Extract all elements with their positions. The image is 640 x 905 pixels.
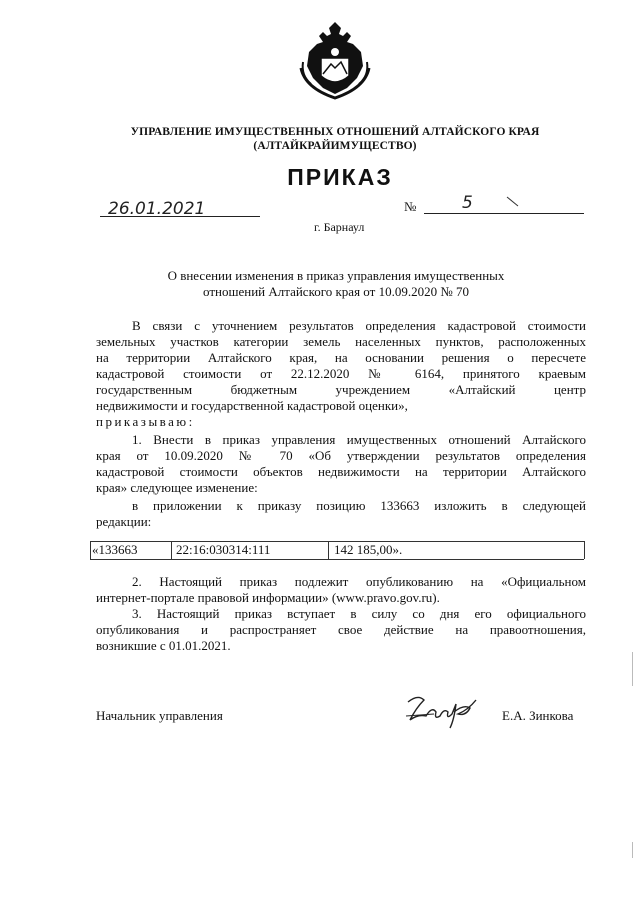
item-1-line: 1. Внести в приказ управления имущественных отношений Алтайского — [132, 432, 586, 447]
order-number: 5 — [462, 193, 473, 213]
item-2-line: 2. Настоящий приказ подлежит опубликованию на «Официальном — [132, 574, 586, 589]
preamble-line: недвижимости и государственной кадастровой оценки», — [96, 398, 408, 413]
scan-mark — [632, 652, 633, 686]
item-2-line: интернет-портале правовой информации» (www.pravo.gov.ru). — [96, 590, 440, 605]
number-label: № — [404, 199, 417, 214]
signatory-position: Начальник управления — [96, 708, 223, 723]
table-row — [90, 542, 584, 558]
subject-line-1: О внесении изменения в приказ управления имущественных — [167, 268, 505, 283]
signatory-name: Е.А. Зинкова — [502, 708, 574, 723]
pen-stroke-icon — [506, 196, 520, 208]
date-underline — [100, 216, 260, 217]
document-title: ПРИКАЗ — [287, 164, 393, 190]
org-short-name: (АЛТАЙКРАЙИМУЩЕСТВО) — [253, 140, 417, 152]
preamble-line: В связи с уточнением результатов определения кадастровой стоимости — [132, 318, 586, 333]
table-cell-value: 142 185,00». — [334, 542, 403, 557]
item-3-line: 3. Настоящий приказ вступает в силу со дня его официального — [132, 606, 586, 621]
item-3-line: возникшие с 01.01.2021. — [96, 638, 231, 653]
table-divider — [584, 541, 585, 559]
decree-word: приказываю: — [96, 414, 195, 429]
preamble-line: государственным бюджетным учреждением «Алтайский центр — [96, 382, 586, 397]
item-1-sub-line: редакции: — [96, 514, 152, 529]
table-bottom-border — [90, 559, 584, 560]
table-cell-cadastral-number: 22:16:030314:111 — [176, 542, 271, 557]
signature-icon — [404, 690, 480, 730]
item-1-line: края от 10.09.2020 № 70 «Об утверждении результатов определения — [96, 448, 586, 463]
city: г. Барнаул — [314, 220, 365, 234]
org-name: УПРАВЛЕНИЕ ИМУЩЕСТВЕННЫХ ОТНОШЕНИЙ АЛТАЙСКОГО КРАЯ — [130, 126, 540, 138]
order-date: 26.01.2021 — [108, 199, 206, 219]
scan-mark — [632, 842, 633, 858]
item-1-line: края» следующее изменение: — [96, 480, 258, 495]
subject-line-2: отношений Алтайского края от 10.09.2020 № 70 — [203, 284, 469, 299]
preamble-line: земельных участков категории земель населенных пунктов, расположенных — [96, 334, 586, 349]
item-3-line: опубликования и распространяет свое действие на правоотношения, — [96, 622, 586, 637]
preamble-line: кадастровой стоимости от 22.12.2020 № 6164, принятого краевым — [96, 366, 586, 381]
preamble-line: на территории Алтайского края, на основании решения о пересчете — [96, 350, 586, 365]
number-underline — [424, 213, 584, 214]
item-1-line: кадастровой стоимости объектов недвижимости на территории Алтайского — [96, 464, 586, 479]
table-cell-position: «133663 — [92, 542, 138, 557]
coat-of-arms-icon — [295, 18, 375, 100]
item-1-sub-line: в приложении к приказу позицию 133663 изложить в следующей — [132, 498, 586, 513]
